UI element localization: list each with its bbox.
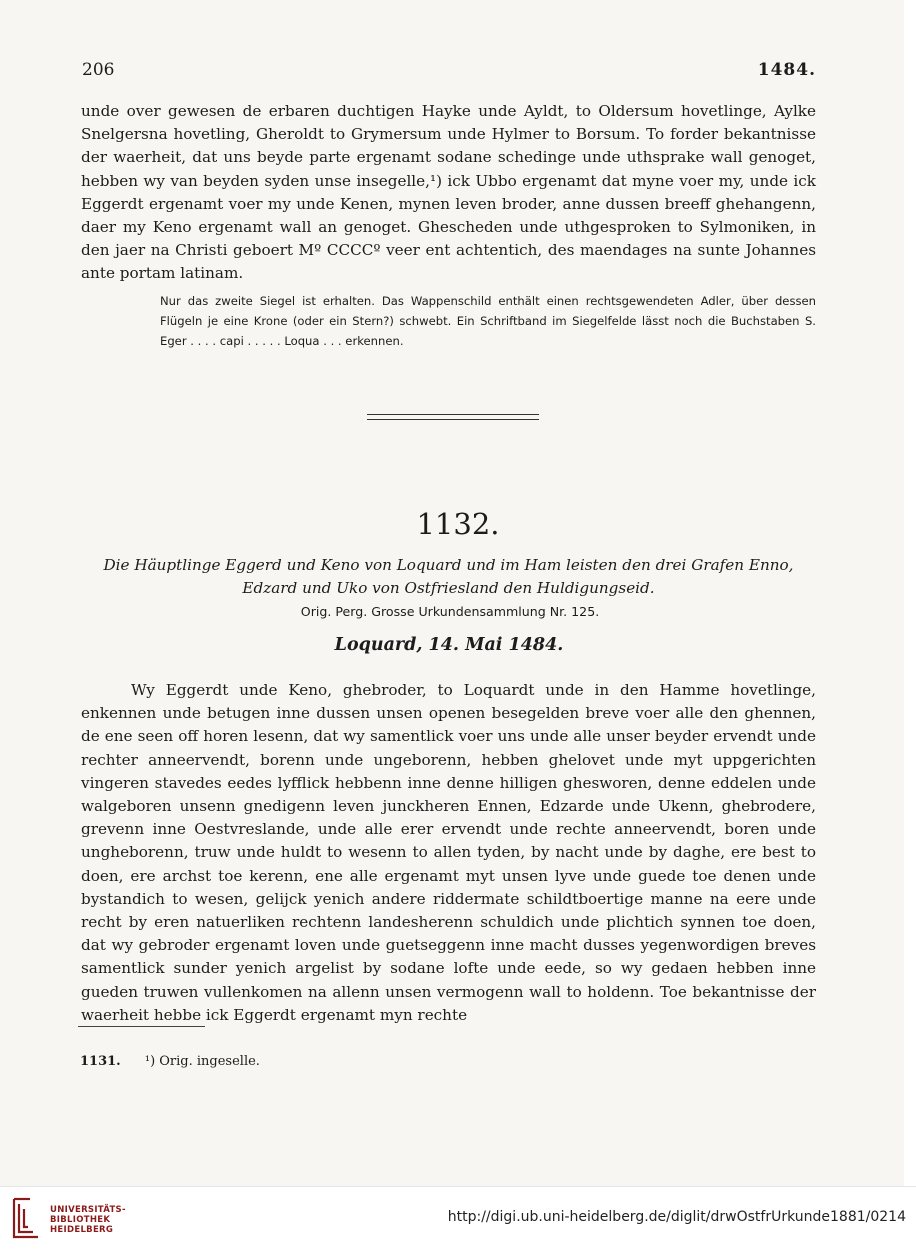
page-number: 206	[82, 60, 115, 80]
university-library-logo-icon[interactable]	[10, 1195, 42, 1241]
document-source: Orig. Perg. Grosse Urkundensammlung Nr. 125.	[300, 604, 600, 619]
header-year: 1484.	[757, 60, 816, 80]
library-name-line: HEIDELBERG	[50, 1225, 114, 1235]
library-name-line: BIBLIOTHEK	[50, 1215, 111, 1225]
footnote-number: 1131.	[80, 1054, 121, 1069]
seal-note: Nur das zweite Siegel ist erhalten. Das Wappenschild enthält einen rechtsgewendeten Adler, über dessen Flügeln je eine Krone (oder ein Stern?) schwebt. Ein Schriftband im Siegelfelde lässt noch die Buchstaben S. Eger . . . . capi . . . . . Loqua . . . erkennen.	[160, 294, 816, 348]
library-name	[50, 1205, 126, 1235]
document-title: Die Häuptlinge Eggerd und Keno von Loquard und im Ham leisten den drei Grafen Enno, Edzard und Uko von Ostfriesland den Huldigungseid.	[103, 556, 794, 597]
document-body: Wy Eggerdt unde Keno, ghebroder, to Loquardt unde in den Hamme hovetlinge, enkennen unde betugen inne dussen unsen openen besegelden breve voer alle den ghennen, de ene seen off horen lesenn, dat wy samentlick voer uns unde alle unser beyder ervendt unde rechter anneervendt, borenn unde ungeborenn, hebben ghelovet unde myt uppgerichten vingeren stavedes eedes lyfflick hebbenn inne denne hilligen ghesworen, denne eddelen unde walgeboren unsenn gnedigenn leven junckheren Ennen, Edzarde unde Ukenn, ghebrodere, grevenn inne Oestvreslande, unde alle erer ervendt unde rechte anneervendt, boren unde ungheborenn, truw unde huldt to wesenn to allen tyden, by nacht unde by daghe, ere best to doen, ere archst toe kerenn, ene alle ergenamt myt unsen lyve unde guede toe denen unde bystandich to wesen, gelijck yenich andere riddermate schildtboertige manne na eere unde recht by eren natuerliken rechtenn landesherenn schuldich unde plichtich synnen toe doen, dat wy gebroder ergenamt loven unde guetseggenn inne macht dusses yegenwordigen breves samentlick sunder yenich argelist by sodane lofte unde eede, so wy gedaen hebben inne gueden truwen vullenkomen na allenn unsen vermogenn wall to holdenn. Toe bekantnisse der waerheit hebbe ick Eggerdt ergenamt myn rechte	[81, 681, 816, 1024]
paragraph-text: unde over gewesen de erbaren duchtigen Hayke unde Ayldt, to Oldersum hovetlinge, Aylke Snelgersna hovetling, Gheroldt to Grymersum unde Hylmer to Borsum. To forder bekantnisse der waerheit, dat uns beyde parte ergenamt sodane schedinge unde uthsprake wall genoget, hebben wy van beyden syden unse insegelle,¹) ick Ubbo ergenamt dat myne voer my, unde ick Eggerdt ergenamt voer my unde Kenen, mynen leven broder, anne dussen breeff ghehangenn, daer my Keno ergenamt wall an genoget. Ghescheden unde uthgesproken to Sylmoniken, in den jaer na Christi geboert Mº CCCCº veer ent achtentich, des maendages na sunte Johannes ante portam latinam.	[81, 102, 816, 283]
footnote	[80, 1054, 260, 1069]
library-name-line: UNIVERSITÄTS-	[50, 1205, 126, 1215]
permalink[interactable]: http://digi.ub.uni-heidelberg.de/diglit/drwOstfrUrkunde1881/0214	[447, 1209, 906, 1225]
footnote-text: ¹) Orig. ingeselle.	[144, 1054, 260, 1069]
page-edge	[904, 0, 916, 1186]
footnote-rule	[78, 1026, 205, 1027]
document-number: 1132.	[416, 507, 500, 541]
library-footer	[0, 1186, 916, 1251]
place-date: Loquard, 14. Mai 1484.	[334, 635, 564, 655]
section-divider	[367, 414, 539, 420]
continued-paragraph	[81, 100, 816, 286]
running-header	[82, 60, 816, 88]
